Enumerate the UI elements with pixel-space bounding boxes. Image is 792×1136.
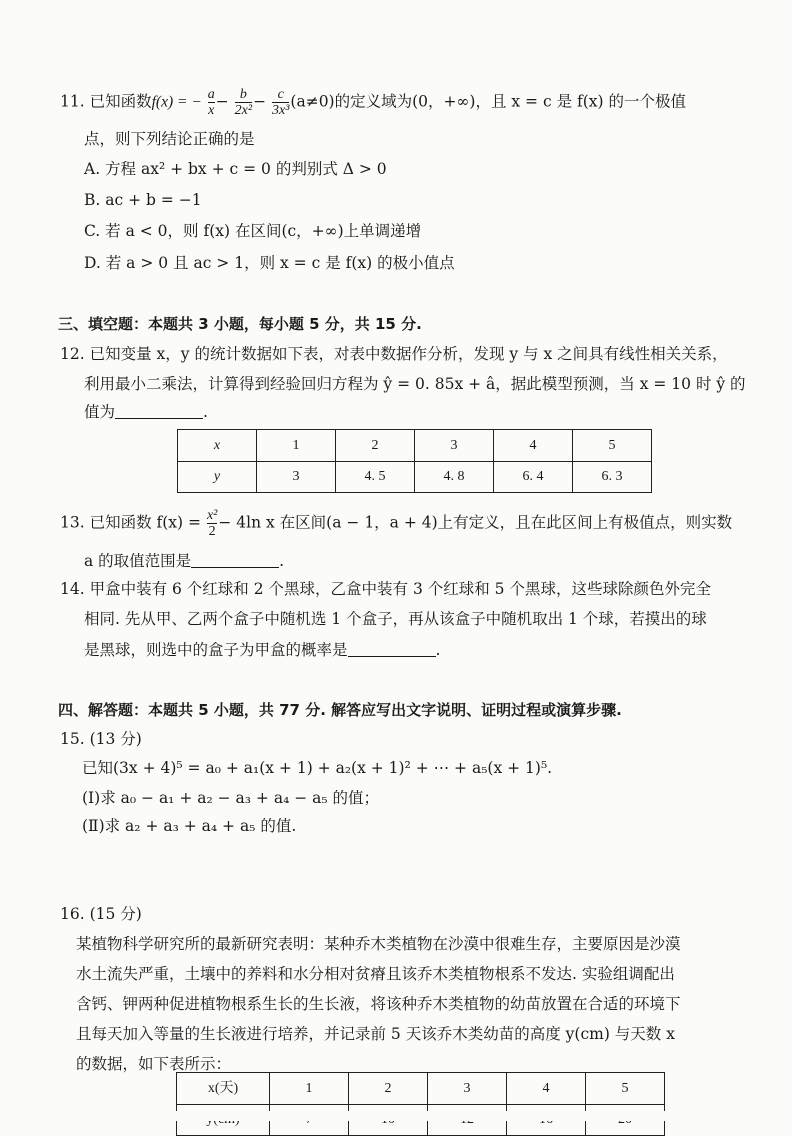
q14-line3: 是黑球，则选中的盒子为甲盒的概率是 .: [84, 641, 441, 659]
q11-option-c: C. 若 a < 0，则 f(x) 在区间(c，+∞)上单调递增: [84, 222, 422, 240]
table-row: [177, 1073, 665, 1105]
table-cell: 3: [415, 430, 494, 462]
table-cell: 4: [494, 430, 573, 462]
fraction-x2-over-2: $\frac{\text{x²}}{2}$: [206, 508, 218, 539]
q11-option-b: B. ac + b = −1: [84, 191, 202, 209]
table-cell: 6. 3: [573, 462, 652, 493]
fraction-a-over-x: $\frac{a}{x}$: [207, 87, 215, 118]
q16-heading: 16. (15 分): [60, 905, 142, 923]
table-cell: 4: [507, 1073, 586, 1105]
table-cell: 5: [586, 1073, 665, 1105]
table-cell: y: [178, 462, 257, 493]
table-row: [178, 430, 652, 462]
answer-blank: [348, 642, 436, 657]
table-cell: 5: [573, 430, 652, 462]
q14-line1: 14. 甲盒中装有 6 个红球和 2 个黑球，乙盒中装有 3 个红球和 5 个黑球，这些球除颜色外完全: [60, 580, 711, 598]
table-cell: x: [178, 430, 257, 462]
q11-option-d: D. 若 a > 0 且 ac > 1，则 x = c 是 f(x) 的极小值点: [84, 254, 455, 272]
table-cell: 3: [428, 1073, 507, 1105]
table-cell: 2: [336, 430, 415, 462]
table-cell: 4. 8: [415, 462, 494, 493]
q12-line3: 值为 .: [84, 403, 208, 421]
section-3-heading: 三、填空题：本题共 3 小题，每小题 5 分，共 15 分.: [58, 315, 422, 333]
answer-blank: [115, 404, 203, 419]
table-cell: 4. 5: [336, 462, 415, 493]
page-crop-edge: [0, 1111, 792, 1121]
q16-data-table: [176, 1072, 665, 1136]
q13-line2: a 的取值范围是 .: [84, 552, 285, 570]
table-cell: x(天): [177, 1073, 270, 1105]
q16-line3: 含钙、钾两种促进植物根系生长的生长液，将该种乔木类植物的幼苗放置在合适的环境下: [76, 995, 681, 1013]
q15-heading: 15. (13 分): [60, 730, 142, 748]
q16-line5: 的数据，如下表所示：: [76, 1055, 232, 1073]
q14-line2: 相同. 先从甲、乙两个盒子中随机选 1 个盒子，再从该盒子中随机取出 1 个球，若摸出的球: [84, 610, 707, 628]
q16-line1: 某植物科学研究所的最新研究表明：某种乔木类植物在沙漠中很难生存，主要原因是沙漠: [76, 935, 681, 953]
table-cell: 3: [257, 462, 336, 493]
section-4-heading: 四、解答题：本题共 5 小题，共 77 分. 解答应写出文字说明、证明过程或演算步骤.: [58, 701, 622, 719]
answer-blank: [191, 553, 279, 568]
q16-line4: 且每天加入等量的生长液进行培养，并记录前 5 天该乔木类幼苗的高度 y(cm) 与天数 x: [76, 1025, 675, 1043]
q12-data-table: [177, 429, 652, 493]
table-cell: 1: [257, 430, 336, 462]
q16-line2: 水土流失严重，土壤中的养料和水分相对贫瘠且该乔木类植物根系不发达. 实验组调配出: [76, 965, 675, 983]
q12-line2: 利用最小二乘法，计算得到经验回归方程为 ŷ = 0. 85x + â，据此模型预测，当 x = 10 时 ŷ 的: [84, 375, 746, 393]
fraction-c-over-3x3: $\frac{c}{\text{3x³}}$: [272, 87, 290, 118]
q13-line1: 13. 已知函数 f(x) = $\frac{\text{x²}}{2}$ − 4ln x 在区间(a − 1，a + 4)上有定义，且在此区间上有极值点，则实数: [60, 508, 733, 539]
q11-line1: 11. 已知函数f(x) = − $\frac{a}{x}$ − $\frac{b}{\text{2x²}}$ − $\frac{c}{\text{3x³}}$ (a≠0)的定义域为(0，+∞)，且 x = c 是 f(x) 的一个极值: [60, 87, 687, 118]
q15-part-2: (Ⅱ)求 a₂ + a₃ + a₄ + a₅ 的值.: [82, 817, 297, 835]
table-cell: 2: [349, 1073, 428, 1105]
q11-line2: 点，则下列结论正确的是: [84, 130, 255, 148]
q15-part-1: (Ⅰ)求 a₀ − a₁ + a₂ − a₃ + a₄ − a₅ 的值；: [82, 789, 380, 807]
table-row: [178, 462, 652, 493]
table-cell: 1: [270, 1073, 349, 1105]
q11-option-a: A. 方程 ax² + bx + c = 0 的判别式 Δ > 0: [84, 160, 387, 178]
fraction-b-over-2x2: $\frac{b}{\text{2x²}}$: [234, 87, 253, 118]
q12-line1: 12. 已知变量 x，y 的统计数据如下表，对表中数据作分析，发现 y 与 x 之间具有线性相关关系，: [60, 345, 728, 363]
q15-given: 已知(3x + 4)⁵ = a₀ + a₁(x + 1) + a₂(x + 1)² + ⋯ + a₅(x + 1)⁵.: [82, 759, 553, 777]
table-cell: 6. 4: [494, 462, 573, 493]
